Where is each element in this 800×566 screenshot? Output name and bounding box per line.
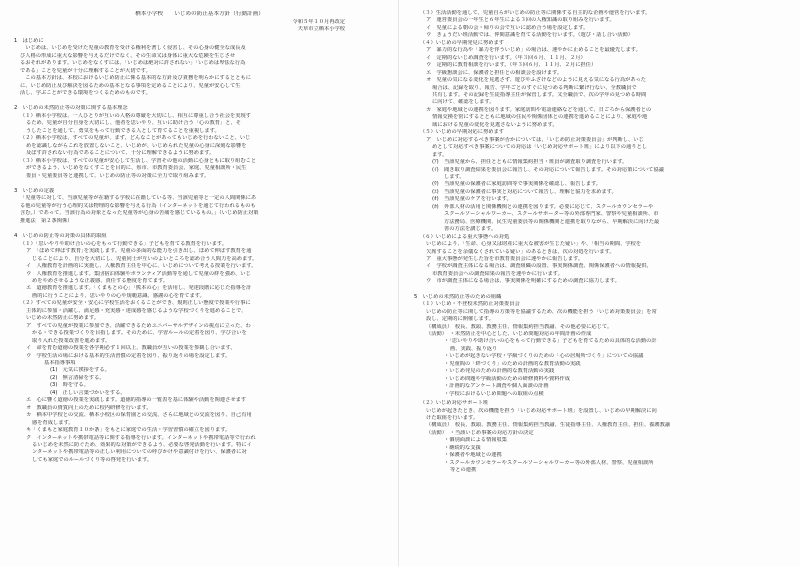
text-line (14, 225, 385, 229)
text-line: （２）いじめ対応サポート班 (420, 400, 489, 407)
section-heading: 3 いじめの定義 (14, 188, 55, 194)
text-line: イ 児童による朝の会・帰りの会で互いに認め合う場を設定します。 (426, 24, 589, 31)
text-line: キ「くまもと家庭教育１０か条」をもとに家庭での生活・学習習慣の確立を図ります。 (26, 427, 231, 434)
text-line (14, 97, 385, 101)
text-line: 設し、定期的に開催します。 (426, 316, 494, 323)
text-line: ンターネットや携帯電話等の正しい利用についての呼びかけや意識付けを行い、保護者に対 (32, 449, 247, 456)
text-line: ア 運営委員会の一年生と６年生による３回の人権知識の取り組みを行います。 (426, 17, 615, 24)
text-line: 方法務局、医療機関、民生児童委員等の関係機関と連携を取りながら、早期解決に向けた最 (444, 218, 660, 225)
text-line: (ｶ) 外部人材の活用と関係機関との連携を図ります。必要に応じて、スクールカウンセラーや (432, 203, 654, 210)
text-line: この基本方針は、本校におけるいじめ防止に係る基本的な方針及び責務を明らかにするとともに (20, 75, 251, 82)
text-line: ・継続的な支援 (444, 444, 481, 451)
text-line (14, 180, 385, 184)
text-line: イ 命を育む道徳の授業を各学期必ず１回以上、教職員が互いの授業を参観し合います。 (26, 345, 236, 352)
text-line: 「児童等に対して、当該児童等が在籍する学校に在籍している等、当該児童等と一定の人間関係にあ (20, 195, 257, 202)
text-line: （１）「思いやりや助け合いの心をもって行動できる」子どもを育てる教育を行います。 (20, 240, 227, 247)
text-line: 取り入れた授業改善を進めます。 (32, 337, 111, 344)
text-line: 等との連携 (450, 467, 477, 474)
text-line: 共有します。その記録を生徒指導主任が保管します。又全職員で、次の学年の見つめる時間 (432, 91, 647, 98)
text-line: ・個別面談による情報収集 (444, 437, 507, 444)
text-line: 域における児童の変化を見逃さないように努めます。 (432, 121, 558, 128)
text-line: 活し、学ぶことができる環境をつくるためのものです。 (20, 90, 151, 97)
text-line: オ 教職員の資質向上のために校内研修を行います。 (26, 404, 152, 411)
text-line: ア いじめに対応するべき事案が否かについては、「いじめ防止対策委員会」が判断し、いじ (426, 136, 644, 143)
text-line: ・計画的なアンケート調査や個人面談の計画 (444, 383, 549, 390)
text-line: ができるよう、いじめをなくすことを目的に、県市、市教育委員会、家庭、児童相談所・民生 (26, 165, 247, 172)
section-heading: 5 いじめの未然防止等のための組織 (414, 293, 502, 300)
text-line: るおそれがあります。いじめをなくすには、「いじめは絶対に許されない」「いじめは卑怯な行為 (20, 60, 246, 67)
text-line: (4) 正しい言葉づかいをする。 (50, 389, 126, 396)
text-line: (ｲ) 聞き取り調査結果を委員会に報告し、その対応について報告します。その対応策について協議 (432, 166, 664, 173)
text-line: ・いじめ発見のための計画的な教育活動の実践 (444, 368, 555, 375)
text-line: ます。 (432, 151, 448, 158)
text-line: （１）いじめ・不登校未然防止対策委員会 (420, 301, 520, 308)
text-line: （活動） ・未然防止を中心とした、いじめ問題対応の年間計画の作成 (426, 331, 592, 338)
text-line: (3) 時を守る。 (50, 382, 89, 389)
text-line: ク インターネットや携帯電話等に関する指導を行います。インターネットや携帯電話等で行われ (26, 434, 256, 441)
text-line: 主体的に参加・活躍し、満足感・充実感・達成感を感じるような学校づくりを進めることで、 (26, 307, 247, 314)
text-line: （構成員） 校長、教頭、教務主任、情報集約担当教諭、その他必要に応じて。 (426, 323, 613, 330)
text-line: けた取組を行います。 (426, 415, 479, 422)
text-line: カ 家庭や地域との連携を図ります。家庭訪問や電話連絡などを通して、日ごろから保護者との (426, 106, 652, 113)
text-line: ・スクールカウンセラーやスクールソーシャルワーカー等の外部人材、警察、児童相談所 (444, 459, 654, 466)
text-line: （３）栖本小学校は、すべての児童が安心して生活し、学習その他の活動に心身ともに取り組むこと (20, 157, 257, 164)
text-line: （活動） ・当該いじめ事案の対応方針の決定 (426, 429, 534, 436)
text-line: 情報交換を密にするとともに地域の住民や関係団体との連携を進めることにより、家庭や地 (432, 114, 648, 121)
text-line: しても家庭でのルールづくり等の啓発を行います。 (32, 456, 153, 463)
text-line: ・学校におけるいじめ問題への取組の点検 (444, 390, 544, 397)
section-heading: 1 はじめに (14, 37, 44, 44)
text-line: めをやめさせるような正義感、責任する態度を育てます。 (32, 277, 169, 284)
text-line: ウ 定期的に教育相談を行います。（年３回６月、１１月、２月に担任） (426, 62, 597, 69)
text-line: 及ぼす許されない行為であることについて、十分に理解できるように努めます。 (26, 150, 215, 157)
text-line: スクールソーシャルワーカー、スクールサポーター等の外部専門家、警察や児童相談所、市 (444, 211, 659, 218)
text-line: 令和５年１０月再改定 (292, 18, 345, 25)
text-line: イ 学校が調査主体になる場合は、調査組織の設置、事実関係調査、関係保護者への情報提供、 (426, 263, 652, 270)
text-line: 市教育委員会への調査結果の報告を速やかに行います。 (432, 270, 563, 277)
text-line: 感を育成します。 (32, 419, 74, 426)
text-line: （構成員） 校長、教頭、教務主任、情報集約担当教諭、生徒指導主任、人権教育主任、担任、養護教諭 (426, 422, 671, 429)
text-line: (1) 元気に挨拶をする。 (50, 367, 110, 374)
text-line: ア すべての児童が授業に参加でき、活躍できるためユニバーサルデザインの視点に立った、わ (26, 322, 251, 329)
text-line: （２）すべての児童が安全・安心に学校生活をおくることができ、規則正しい態度で授業や行事に (20, 300, 251, 307)
text-line: イ 人権教育を計画的に実施し、人権教育主任を中心に、いじめについて考える授業を行います。 (26, 263, 257, 270)
text-line: （５）いじめの早期対応に努めます (420, 129, 504, 136)
text-line: ウ 人権教育を推進します。集団宿泊体験やボランティア活動等を通して児童の絆を強め、いじ (26, 270, 251, 277)
text-line: ・いじめ問題や学級活動のための研修資料や資料作成 (444, 375, 570, 382)
text-line: 場合は、記録を取り、報告、学年ごとのすぐに見つめる判断に繋げ行ない、全教職員で (432, 84, 637, 91)
text-line: (ｳ) 当該児童の保護者に家庭訪問等で事実関係を確認し、報告します。 (432, 181, 602, 188)
text-line: （６）いじめによる重大事態への対処 (420, 233, 510, 240)
text-line: ウ 学校生活の場における基本的生活習慣の定着を図り、振り返りの場を設定します。 (26, 352, 231, 359)
page-divider (398, 0, 399, 566)
text-line: ア ｢ほめて伸ばす教育｣を実践します。児童の多面的な能力を引き出し、ほめて伸ばす教育を通 (26, 248, 252, 255)
text-line: オ 児童の気になる変化を見逃さず、遊びやふざけなどのように見える気になる行為があった (426, 77, 647, 84)
text-line: に、いじめ防止及び解決を図るための基本となる事項を定めることにより、児童が安心して生 (20, 82, 241, 89)
text-line: (ｴ) 当該児童の保護者に事実と対応について報告し、理解と協力を求めます。 (432, 188, 617, 195)
text-line: (ｱ) 当該児童から、担任とともに情報集約担当・班員が調査取り調査を行います。 (432, 159, 628, 166)
text-line: します。 (444, 173, 465, 180)
text-line: 欠席することを余儀なくされている疑い」のあるときは、次の対処を行います。 (426, 248, 615, 255)
text-line: うしたことを通して、勇気をもって行動できる人として育てることを重視します。 (26, 127, 220, 134)
text-line: に向けて、確認をします。 (432, 99, 495, 106)
text-line: エ 心に響く道徳の授業を実践します。道徳的指導の一覧表を基に体験や活動を関連させます (26, 397, 247, 404)
text-line: るいじめを未然に防ぐため、効果的な対策ができるよう、必要な啓発活動を行います。特にイ (32, 441, 252, 448)
text-line: 基本指導事項 (44, 359, 76, 366)
text-line: 推進法 第２条関係） (20, 217, 73, 224)
text-line: エ 学級懇談会に、保護者と担任との相談会を設けます。 (426, 69, 563, 76)
text-line: いじめは、いじめを受けた児童の教育を受ける権利を著しく侵害し、その心身の健全な成長及 (20, 45, 246, 52)
text-line: ・「思いやりや助け合いの心をもって行動できる」子どもを育てるための具体的な活動の計 (444, 338, 657, 345)
text-line: び人格の形成に重大な影響を与えるだけでなく、その生命又は身体に重大な危険を生じさせ (20, 52, 236, 59)
text-line: ・児童間の「絆づくり」のための計画的な教育活動の実践 (444, 360, 581, 367)
text-line: 画的に行うことにより、思いやりの心や規範意識、感謝の心を育てます。 (32, 292, 205, 299)
text-line: 天草市立栖本小学校 (297, 26, 345, 33)
left-column (14, 0, 385, 566)
text-line: いじめの防止等に関して指導の方策等を協議するため、次の機能を担う「いじめ対策委員会」を常 (426, 308, 657, 315)
text-line: （３）生活活動を通して、児童自らがいじめの防止等に関係する自主的な企画や運営を行います。 (420, 10, 651, 16)
text-line: いじめが起きたとき、次の機能を担う「いじめ対応サポート班」を設置し、いじめの早期解決に向 (426, 407, 657, 414)
document-title: 栖本小学校 いじめの防止基本方針（行動計画） (135, 11, 264, 17)
text-line: 画、実践、振り返り (450, 345, 498, 352)
text-line: （１）栖本小学校は、一人ひとりが互いの人格の尊厳を大切にし、相互に尊重し合う社会を実現す (20, 112, 251, 119)
text-line: ア 重大事態が発生した旨を市教育委員会に速やかに報告します。 (426, 255, 584, 262)
text-line: である」ことを児童が十分に理解することが大切です。 (20, 67, 151, 74)
text-line: ウ 市が調査主体になる場合は、事実関係を明確にするための調査に協力します。 (426, 278, 620, 285)
text-line: ア 暴力的な行為や「暴力を伴ういじめ」の場合は、速やかに止めることを最優先します。 (426, 47, 641, 54)
section-heading: 2 いじめの未然防止等の対策に関する基本理念 (14, 105, 128, 112)
text-line: いじめにより、「生命、心身又は財産に重大な被害が生じた疑い」や、「相当の期間、学校を (426, 241, 642, 248)
text-line: めを認識しながらこれを放置しないこと、いじめが、いじめられた児童の心身に深刻な影響を (26, 142, 247, 149)
text-line: （４）いじめの早期発見に努めます (420, 39, 504, 46)
text-line: る他の児童等が行う心理的又は物理的な影響を与える行為（インターネットを通じて行われるものも (20, 202, 256, 209)
text-line: じることにより、自分を大切にし、児童同士が互いのよいところを認め合う人間力を高めます。 (32, 255, 258, 262)
text-line: イ 定期的ないじめ調査を行います。（年３回６月、１１月、２月） (426, 54, 586, 61)
text-line: ・いじめが起きない学校・学級づくりのための「心の居場所づくり」についての協議 (444, 353, 644, 360)
text-line: カ 栖本中学校との交流、栖本小校区の保育園との交流、さらに地域との交流を図り、自己有用 (26, 412, 252, 419)
text-line: ウ きょうだい班活動では、仲間意識を育てる活動を行います。（遊び・話し合い活動） (426, 32, 633, 39)
text-line: 委員・児童委員等と連携して、いじめの防止等の対策に全力で取り組みます。 (26, 172, 210, 179)
text-line: るため、児童が自分自身を大切にし、他者を思いやり、互いに助け合う「心の教育」と、そ (26, 120, 242, 127)
text-line: (ｵ) 当該児童のケアを行います。 (432, 196, 512, 203)
text-line: いじめの未然防止に努めます。 (26, 315, 100, 322)
text-line: 善の方法を講じます。 (444, 226, 497, 233)
text-line: ・保護者や地域との連携 (444, 452, 502, 459)
text-line: (2) 無言清掃をする。 (50, 374, 105, 381)
text-line: かる・できる授業づくりを目指します。そのために、学習ルールの定着を図り、学び合いを (32, 330, 247, 337)
right-column (414, 0, 790, 566)
text-line: （２）栖本小学校は、すべての児童が、まず、どんなことがあってもいじめを行わないこと、いじ (20, 135, 251, 142)
text-line (414, 286, 790, 290)
text-line: 含む。）であって、当該行為の対象となった児童等が心身の苦痛を感じているもの。」（いじめ防止対策 (20, 210, 259, 217)
section-heading: 4 いじめの防止等の対策の具体的取組 (14, 233, 107, 240)
text-line: めとして対応すべき事案についての対応は「いじめ対応サポート班」により以下の通りとし (432, 144, 648, 151)
text-line: エ 道徳教育を推進します。「くまもとの心」「熊本の心」を活用し、発達段階に応じた指導を計 (26, 285, 252, 292)
